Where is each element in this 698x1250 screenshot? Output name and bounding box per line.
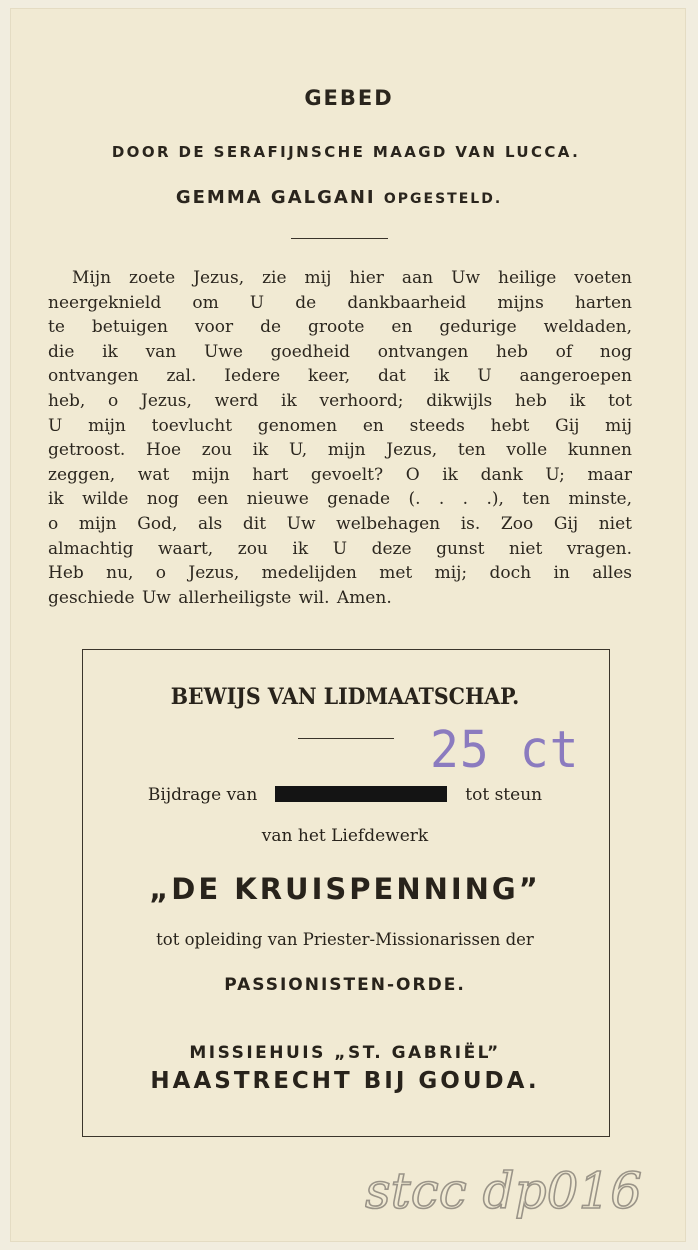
redacted-name — [275, 786, 447, 802]
contribution-suffix: tot steun — [465, 785, 543, 805]
saint-name: GEMMA GALGANI — [175, 187, 376, 208]
prayer-line: almachtig waart, zou ik U deze gunst niet vragen. — [48, 538, 632, 559]
title-divider — [291, 238, 388, 239]
contribution-line — [82, 785, 608, 805]
membership-title: BEWIJS VAN LIDMAATSCHAP. — [170, 684, 520, 710]
contribution-prefix: Bijdrage van — [147, 785, 258, 805]
prayer-line: Heb nu, o Jezus, medelijden met mij; doch in alles — [48, 563, 632, 584]
prayer-subtitle-name — [0, 187, 688, 208]
prayer-line: heb, o Jezus, werd ik verhoord; dikwijls heb ik tot — [48, 390, 632, 411]
kruispenning-heading: „DE KRUISPENNING” — [149, 872, 541, 906]
prayer-line: getroost. Hoe zou ik U, mijn Jezus, ten volle kunnen — [48, 440, 632, 461]
prayer-line: Mijn zoete Jezus, zie mij hier aan Uw heilige voeten — [72, 268, 632, 288]
mission-house: MISSIEHUIS „ST. GABRIËL” — [189, 1043, 501, 1063]
prayer-line: ik wilde nog een nieuwe genade (. . . .), ten minste, — [48, 489, 632, 510]
price-stamp: 25 ct — [430, 720, 580, 780]
prayer-title: GEBED — [304, 86, 394, 110]
membership-divider — [298, 738, 394, 739]
prayer-line: ontvangen zal. Iedere keer, dat ik U aangeroepen — [48, 366, 632, 387]
prayer-text — [48, 266, 632, 610]
prayer-line: die ik van Uwe goedheid ontvangen heb of nog — [48, 341, 632, 362]
training-line: tot opleiding van Priester-Missionarissen der — [156, 930, 534, 949]
prayer-line: te betuigen voor de groote en gedurige weldaden, — [48, 317, 632, 338]
prayer-line: zeggen, wat mijn hart gevoelt? O ik dank U; maar — [48, 464, 632, 485]
mission-location: HAASTRECHT BIJ GOUDA. — [150, 1068, 540, 1094]
prayer-line: o mijn God, als dit Uw welbehagen is. Zoo Gij niet — [48, 513, 632, 534]
order-name: PASSIONISTEN-ORDE. — [224, 975, 466, 995]
liefdewerk-line: van het Liefdewerk — [261, 826, 429, 846]
catalog-mark-text: stcc dp016 — [365, 1162, 643, 1220]
prayer-line: U mijn toevlucht genomen en steeds hebt Gij mij — [48, 415, 632, 436]
prayer-line: geschiede Uw allerheiligste wil. Amen. — [48, 587, 392, 608]
subtitle-opgesteld: OPGESTELD. — [383, 191, 503, 207]
prayer-subtitle-author: DOOR DE SERAFIJNSCHE MAAGD VAN LUCCA. — [111, 143, 581, 161]
prayer-line: neergeknield om U de dankbaarheid mijns harten — [48, 292, 632, 313]
catalog-handwriting — [365, 1158, 675, 1228]
